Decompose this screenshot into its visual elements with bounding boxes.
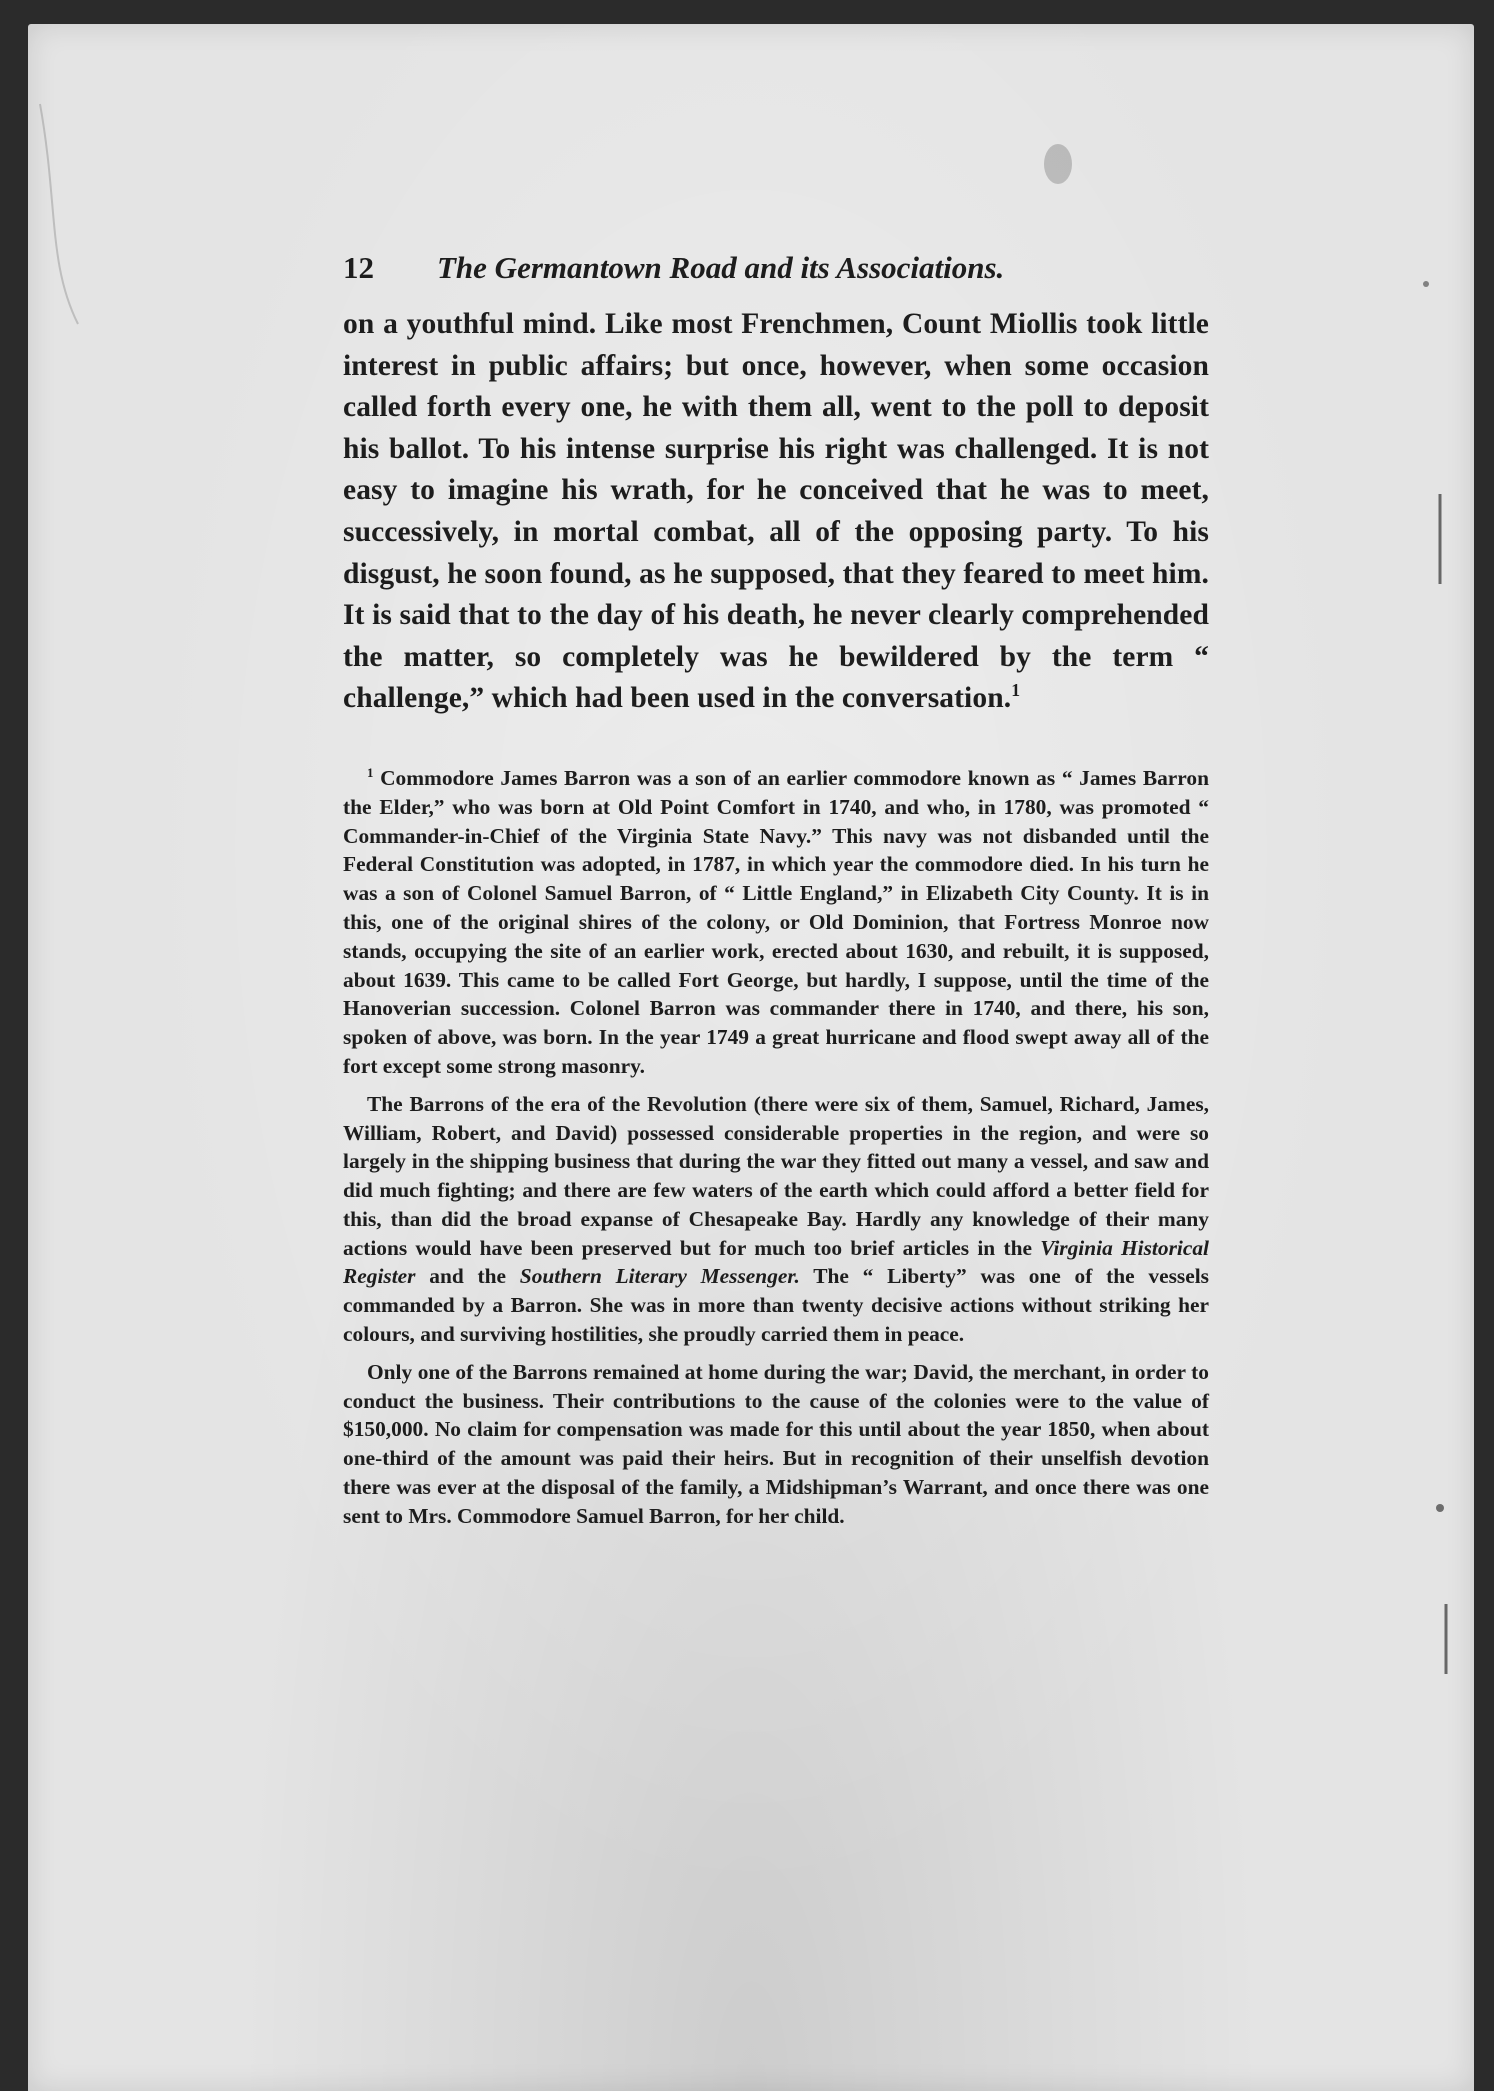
footnote-marker: 1	[367, 765, 374, 780]
footnote-p2-text-a: The Barrons of the era of the Revolution (there were six of them, Samuel, Richard, James, William, Robert, and David) possessed considerable properties in the region, and were so largely in the shipping business that during the war they fitted out many a vessel, and saw and did much fighting; and there are few waters of the earth which could afford a better field for this, than did the broad expanse of Chesapeake Bay. Hardly any knowledge of their many actions would have been preserved but for much too brief articles in the	[343, 1091, 1209, 1260]
footnotes-section	[343, 764, 1209, 1531]
footnote-p3-text: Only one of the Barrons remained at home during the war; David, the merchant, in order to conduct the business. Their contributions to the cause of the colonies were to the value of $150,000. No claim for compensation was made for this until about the year 1850, when about one-third of the amount was paid their heirs. But in recognition of their unselfish devotion there was ever at the disposal of the family, a Midshipman’s Warrant, and once there was one sent to Mrs. Commodore Samuel Barron, for her child.	[343, 1359, 1209, 1528]
footnote-1	[343, 764, 1209, 1081]
main-paragraph	[343, 304, 1209, 720]
footnote-p2-text-b: and the	[429, 1264, 507, 1289]
footnote-p2-italic-1: Virginia Historical Register	[343, 1235, 1209, 1289]
footnote-p2-text-c: The “ Liberty” was one of the vessels commanded by a Barron. She was in more than twenty decisive actions without striking her colours, and surviving hostilities, she proudly carried them in peace.	[343, 1264, 1209, 1347]
main-paragraph-text: on a youthful mind. Like most Frenchmen, Count Miollis took little interest in public affairs; but once, however, when some occasion called forth every one, he with them all, went to the poll to deposit his ballot. To his intense surprise his right was challenged. It is not easy to imagine his wrath, for he conceived that he was to meet, successively, in mortal combat, all of the opposing party. To his disgust, he soon found, as he supposed, that they feared to meet him. It is said that to the day of his death, he never clearly comprehended the matter, so completely was he bewildered by the term “ challenge,” which had been used in the conversation.	[343, 308, 1209, 715]
footnote-paragraph-3	[343, 1358, 1209, 1531]
running-title: The Germantown Road and its Associations.	[437, 250, 1005, 285]
running-head	[343, 250, 1209, 290]
footnote-reference: 1	[1011, 680, 1021, 701]
page-number: 12	[343, 250, 374, 285]
footnote-paragraph-2	[343, 1090, 1209, 1349]
page-content	[343, 250, 1209, 1531]
footnote-p2-italic-2: Southern Literary Messenger.	[519, 1264, 800, 1289]
footnote-1-text: Commodore James Barron was a son of an earlier commodore known as “ James Barron the Elder,” who was born at Old Point Comfort in 1740, and who, in 1780, was promoted “ Commander-in-Chief of the Virginia State Navy.” This navy was not disbanded until the Federal Constitution was adopted, in 1787, in which year the commodore died. In his turn he was a son of Colonel Samuel Barron, of “ Little England,” in Elizabeth City County. It is in this, one of the original shires of the colony, or Old Dominion, that Fortress Monroe now stands, occupying the site of an earlier work, erected about 1630, and rebuilt, it is supposed, about 1639. This came to be called Fort George, but hardly, I suppose, until the time of the Hanoverian succession. Colonel Barron was commander there in 1740, and there, his son, spoken of above, was born. In the year 1749 a great hurricane and flood swept away all of the fort except some strong masonry.	[343, 765, 1209, 1078]
